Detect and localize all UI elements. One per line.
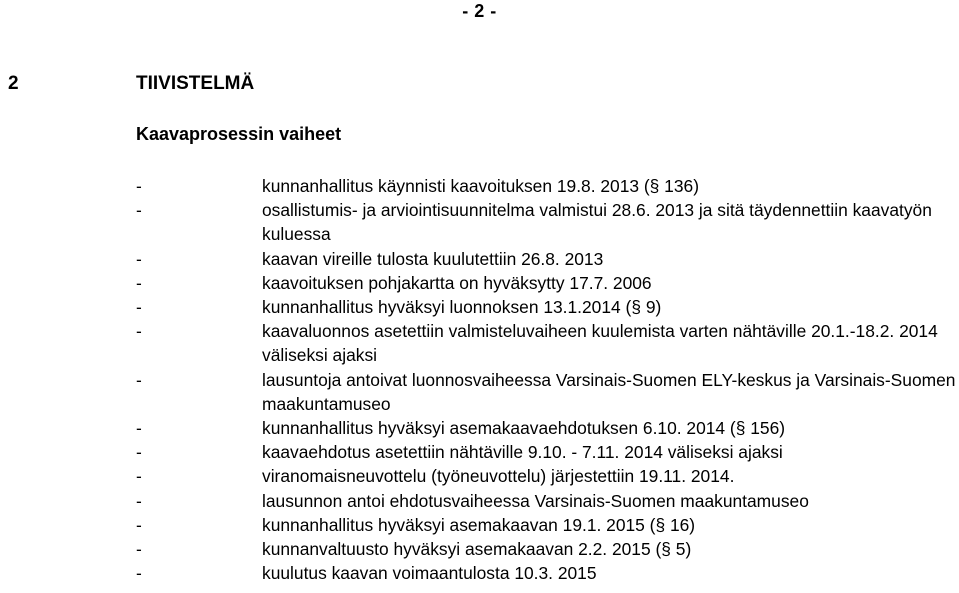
list-item-text: kaavaluonnos asetettiin valmisteluvaiheen kuulemista varten nähtäville 20.1.-18.2. 2014 väliseksi ajaksi [262, 321, 938, 366]
list-dash: - [136, 297, 142, 318]
process-steps-list [0, 174, 959, 585]
list-dash: - [136, 248, 142, 269]
list-item-text: kuulutus kaavan voimaantulosta 10.3. 2015 [262, 563, 597, 584]
list-item [0, 440, 959, 464]
section-title: TIIVISTELMÄ [136, 73, 255, 94]
list-item [0, 416, 959, 440]
list-item-text: viranomaisneuvottelu (työneuvottelu) järjestettiin 19.11. 2014. [262, 466, 735, 487]
list-dash: - [136, 563, 142, 584]
list-dash: - [136, 200, 142, 221]
list-item-text: kunnanhallitus hyväksyi asemakaavan 19.1. 2015 (§ 16) [262, 514, 696, 535]
list-dash: - [136, 369, 142, 390]
list-item [0, 368, 959, 416]
list-item-text: kunnanvaltuusto hyväksyi asemakaavan 2.2. 2015 (§ 5) [262, 539, 692, 560]
subheading: Kaavaprosessin vaiheet [136, 124, 342, 144]
list-item [0, 537, 959, 561]
list-dash: - [136, 490, 142, 511]
list-dash: - [136, 466, 142, 487]
list-item-text: kaavoituksen pohjakartta on hyväksytty 17.7. 2006 [262, 272, 652, 293]
section-number: 2 [8, 73, 19, 94]
list-item-text: lausunnon antoi ehdotusvaiheessa Varsinais-Suomen maakuntamuseo [262, 490, 809, 511]
list-item-text: kunnanhallitus hyväksyi asemakaavaehdotuksen 6.10. 2014 (§ 156) [262, 418, 786, 439]
list-item [0, 247, 959, 271]
list-item-text: kunnanhallitus käynnisti kaavoituksen 19.8. 2013 (§ 136) [262, 176, 699, 196]
list-item-text: kaavan vireille tulosta kuulutettiin 26.8. 2013 [262, 248, 604, 269]
list-item-text: lausuntoja antoivat luonnosvaiheessa Varsinais-Suomen ELY-keskus ja Varsinais-Suomen maakuntamuseo [262, 369, 956, 414]
list-dash: - [136, 176, 142, 196]
list-dash: - [136, 418, 142, 439]
list-dash: - [136, 321, 142, 342]
list-item [0, 464, 959, 488]
list-dash: - [136, 539, 142, 560]
list-item [0, 489, 959, 513]
page-number: - 2 - [462, 1, 497, 21]
list-item-text: osallistumis- ja arviointisuunnitelma valmistui 28.6. 2013 ja sitä täydennettiin kaavatyön kuluessa [262, 200, 932, 245]
list-dash: - [136, 272, 142, 293]
list-item [0, 295, 959, 319]
list-item [0, 198, 959, 246]
list-item [0, 513, 959, 537]
list-item [0, 174, 959, 198]
list-item-text: kaavaehdotus asetettiin nähtäville 9.10. - 7.11. 2014 väliseksi ajaksi [262, 442, 783, 463]
list-item-text: kunnanhallitus hyväksyi luonnoksen 13.1.2014 (§ 9) [262, 297, 662, 318]
list-dash: - [136, 514, 142, 535]
list-item [0, 561, 959, 585]
list-item [0, 271, 959, 295]
list-dash: - [136, 442, 142, 463]
list-item [0, 319, 959, 367]
